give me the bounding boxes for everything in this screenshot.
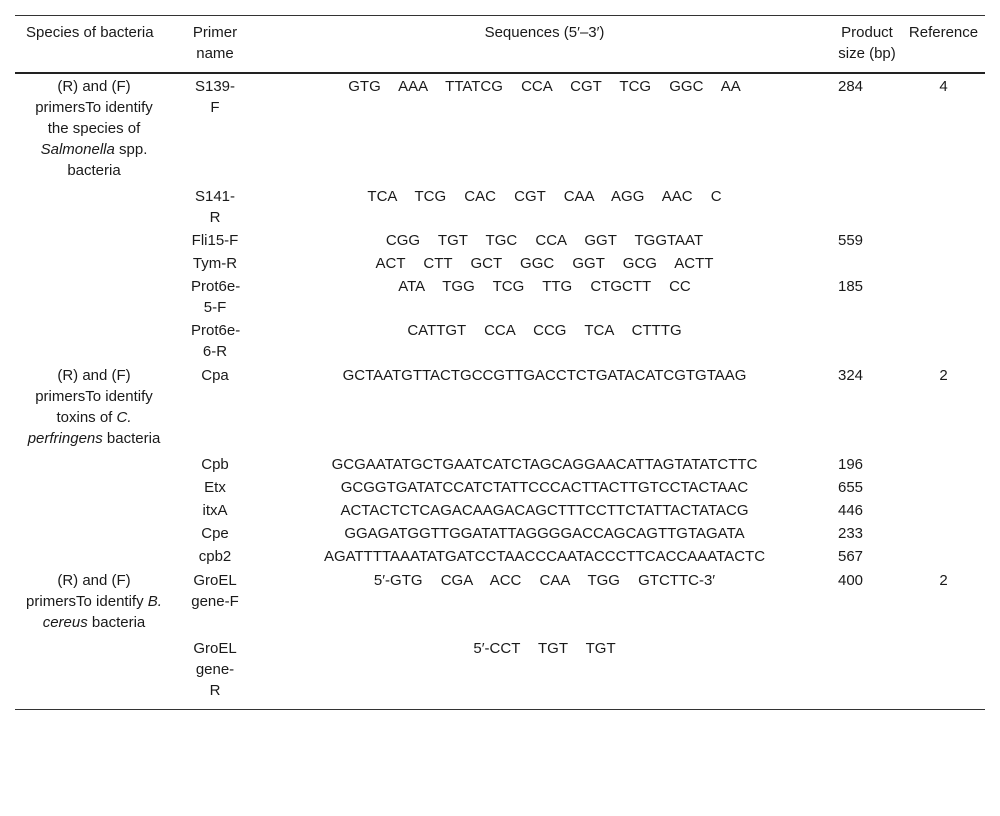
reference: [902, 476, 985, 499]
product-size: 185: [838, 278, 864, 295]
primer-name: cpb2: [198, 548, 232, 565]
sequence: GTG AAA TTATCG CCA CGT TCG GGC AA: [348, 78, 741, 95]
reference: [902, 522, 985, 545]
reference: [902, 229, 985, 252]
sequence: GCTAATGTTACTGCCGTTGACCTCTGATACATCGTGTAAG: [342, 367, 747, 384]
primer-table: [15, 15, 985, 710]
species-cell: [15, 637, 173, 710]
species-italic: B. cereus: [42, 593, 162, 631]
table-body: [15, 73, 985, 710]
header-sequence: Sequences (5′–3′): [484, 24, 605, 41]
species-cell: [15, 185, 173, 229]
header-primer: Primer name: [192, 24, 238, 62]
species-cell: [15, 73, 173, 185]
species-cell: [15, 229, 173, 252]
species-cell: [15, 252, 173, 275]
primer-name: Cpa: [201, 367, 229, 384]
primer-name: itxA: [202, 502, 228, 519]
species-italic: Salmonella: [40, 141, 115, 158]
species-text-post: bacteria: [102, 430, 161, 447]
species-cell: [15, 545, 173, 568]
primer-name: Prot6e-6-R: [191, 322, 241, 360]
product-size: 567: [838, 548, 864, 565]
sequence: ACTACTCTCAGACAAGACAGCTTTCCTTCTATTACTATACG: [340, 502, 749, 519]
product-size: [832, 319, 902, 363]
table-row: [15, 545, 985, 568]
sequence: CGG TGT TGC CCA GGT TGGTAAT: [385, 232, 704, 249]
reference: [902, 185, 985, 229]
table-row: [15, 453, 985, 476]
species-text: (R) and (F) primersTo identify: [26, 572, 148, 610]
product-size: 233: [838, 525, 864, 542]
sequence: ACT CTT GCT GGC GGT GCG ACTT: [375, 255, 714, 272]
reference: 4: [939, 78, 948, 95]
species-cell: [15, 363, 173, 453]
species-text: (R) and (F) primersTo identify toxins of: [35, 367, 153, 426]
primer-name: S139-F: [194, 78, 236, 116]
primer-name: GroEL gene-R: [193, 640, 237, 699]
product-size: 559: [838, 232, 864, 249]
species-cell: [15, 476, 173, 499]
species-text-post: bacteria: [87, 614, 146, 631]
table-row: [15, 522, 985, 545]
table-row: [15, 568, 985, 637]
primer-name: Prot6e-5-F: [191, 278, 241, 316]
reference: [902, 637, 985, 710]
product-size: 284: [838, 78, 864, 95]
table-row: [15, 363, 985, 453]
product-size: 446: [838, 502, 864, 519]
product-size: 400: [838, 572, 864, 589]
reference: [902, 453, 985, 476]
table-row: [15, 275, 985, 319]
species-cell: [15, 319, 173, 363]
sequence: GGAGATGGTTGGATATTAGGGGACCAGCAGTTGTAGATA: [344, 525, 745, 542]
header-size: Product size (bp): [838, 24, 896, 62]
reference: [902, 275, 985, 319]
product-size: [832, 637, 902, 710]
reference: [902, 499, 985, 522]
product-size: 196: [838, 456, 864, 473]
header-species: Species of bacteria: [26, 24, 154, 41]
sequence: AGATTTTAAATATGATCCTAACCCAATACCCTTCACCAAATACTC: [323, 548, 766, 565]
species-cell: [15, 568, 173, 637]
header-reference: Reference: [908, 24, 979, 41]
primer-name: S141-R: [194, 188, 236, 226]
reference: 2: [939, 367, 948, 384]
reference: [902, 319, 985, 363]
table-row: [15, 319, 985, 363]
primer-name: Etx: [204, 479, 226, 496]
sequence: 5′-GTG CGA ACC CAA TGG GTCTTC-3′: [373, 572, 716, 589]
sequence: GCGAATATGCTGAATCATCTAGCAGGAACATTAGTATATCTTC: [331, 456, 758, 473]
product-size: [832, 252, 902, 275]
species-cell: [15, 275, 173, 319]
table-row: [15, 229, 985, 252]
species-cell: [15, 453, 173, 476]
table-row: [15, 499, 985, 522]
primer-name: Fli15-F: [191, 232, 239, 249]
table-row: [15, 73, 985, 185]
primer-name: GroEL gene-F: [191, 572, 239, 610]
product-size: 655: [838, 479, 864, 496]
sequence: TCA TCG CAC CGT CAA AGG AAC C: [367, 188, 722, 205]
product-size: [832, 185, 902, 229]
table-row: [15, 637, 985, 710]
reference: [902, 545, 985, 568]
sequence: 5′-CCT TGT TGT: [473, 640, 616, 657]
table-header: [15, 16, 985, 74]
species-cell: [15, 522, 173, 545]
species-cell: [15, 499, 173, 522]
sequence: GCGGTGATATCCATCTATTCCCACTTACTTGTCCTACTAAC: [340, 479, 749, 496]
reference: 2: [939, 572, 948, 589]
sequence: CATTGT CCA CCG TCA CTTTG: [407, 322, 682, 339]
primer-name: Cpe: [201, 525, 229, 542]
product-size: 324: [838, 367, 864, 384]
table-row: [15, 252, 985, 275]
primer-name: Tym-R: [192, 255, 238, 272]
primer-name: Cpb: [201, 456, 229, 473]
reference: [902, 252, 985, 275]
table-row: [15, 185, 985, 229]
species-text-post: spp. bacteria: [67, 141, 148, 179]
table-row: [15, 476, 985, 499]
species-text: (R) and (F) primersTo identify the species of: [35, 78, 153, 137]
species-italic: C. perfringens: [27, 409, 132, 447]
sequence: ATA TGG TCG TTG CTGCTT CC: [398, 278, 691, 295]
